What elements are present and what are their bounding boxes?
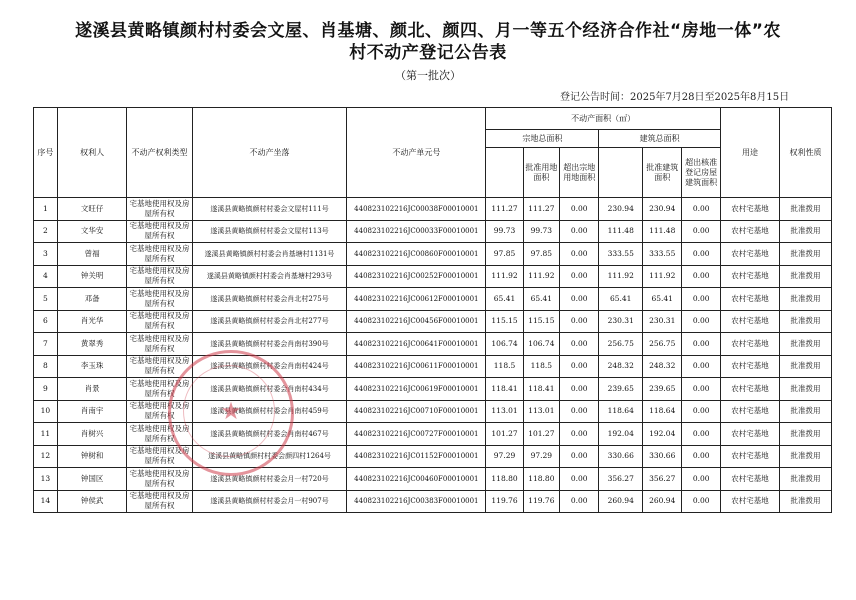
table-row — [34, 490, 832, 513]
cell-usage: 农村宅基地 — [720, 423, 779, 446]
cell-nature: 批准拨用 — [780, 378, 832, 401]
header-owner: 权利人 — [57, 108, 127, 198]
header-building-approved: 批准建筑面积 — [643, 148, 682, 198]
cell-right-type: 宅基地使用权及房屋所有权 — [127, 243, 192, 266]
cell-usage: 农村宅基地 — [720, 355, 779, 378]
cell-location: 遂溪县黄略镇颜村村委会月一村907号 — [192, 490, 347, 513]
table-row — [34, 310, 832, 333]
cell-land-approved: 106.74 — [523, 333, 559, 356]
cell-building-excess: 0.00 — [682, 423, 720, 446]
cell-owner: 肖光华 — [57, 310, 127, 333]
cell-land-total: 118.80 — [486, 468, 523, 491]
header-unit-no: 不动产单元号 — [347, 108, 486, 198]
header-usage: 用途 — [720, 108, 779, 198]
cell-nature: 批准拨用 — [780, 355, 832, 378]
cell-building-approved: 230.31 — [643, 310, 682, 333]
cell-land-approved: 65.41 — [523, 288, 559, 311]
title-line-2: 村不动产登记公告表 — [349, 43, 507, 63]
document-title — [20, 20, 836, 64]
cell-location: 遂溪县黄略镇颜村村委会文屋村113号 — [192, 220, 347, 243]
table-row — [34, 333, 832, 356]
cell-building-total: 111.48 — [599, 220, 643, 243]
cell-land-approved: 111.27 — [523, 198, 559, 221]
cell-owner: 李玉珠 — [57, 355, 127, 378]
cell-right-type: 宅基地使用权及房屋所有权 — [127, 445, 192, 468]
cell-seq: 1 — [34, 198, 58, 221]
cell-seq: 6 — [34, 310, 58, 333]
cell-land-approved: 118.80 — [523, 468, 559, 491]
cell-usage: 农村宅基地 — [720, 445, 779, 468]
table-row — [34, 423, 832, 446]
cell-building-approved: 65.41 — [643, 288, 682, 311]
cell-building-total: 65.41 — [599, 288, 643, 311]
cell-owner: 肖树兴 — [57, 423, 127, 446]
cell-land-excess: 0.00 — [560, 423, 599, 446]
cell-land-approved: 113.01 — [523, 400, 559, 423]
cell-right-type: 宅基地使用权及房屋所有权 — [127, 220, 192, 243]
cell-building-total: 192.04 — [599, 423, 643, 446]
cell-building-excess: 0.00 — [682, 445, 720, 468]
header-land-approved: 批准用地面积 — [523, 148, 559, 198]
cell-nature: 批准拨用 — [780, 423, 832, 446]
cell-nature: 批准拨用 — [780, 198, 832, 221]
cell-land-total: 115.15 — [486, 310, 523, 333]
cell-building-excess: 0.00 — [682, 310, 720, 333]
cell-unit-no: 440823102216JC00033F00010001 — [347, 220, 486, 243]
cell-building-total: 256.75 — [599, 333, 643, 356]
cell-right-type: 宅基地使用权及房屋所有权 — [127, 310, 192, 333]
cell-right-type: 宅基地使用权及房屋所有权 — [127, 288, 192, 311]
cell-nature: 批准拨用 — [780, 490, 832, 513]
cell-usage: 农村宅基地 — [720, 490, 779, 513]
cell-building-excess: 0.00 — [682, 400, 720, 423]
cell-land-approved: 118.5 — [523, 355, 559, 378]
title-line-1: 遂溪县黄略镇颜村村委会文屋、肖基塘、颜北、颜四、月一等五个经济合作社“房地一体”农 — [75, 21, 781, 41]
cell-building-excess: 0.00 — [682, 220, 720, 243]
header-nature: 权利性质 — [780, 108, 832, 198]
cell-land-approved: 99.73 — [523, 220, 559, 243]
cell-land-total: 97.29 — [486, 445, 523, 468]
cell-unit-no: 440823102216JC01152F00010001 — [347, 445, 486, 468]
cell-unit-no: 440823102216JC00710F00010001 — [347, 400, 486, 423]
header-building-excess: 超出核准登记房屋建筑面积 — [682, 148, 720, 198]
cell-building-total: 230.94 — [599, 198, 643, 221]
cell-land-excess: 0.00 — [560, 490, 599, 513]
cell-land-excess: 0.00 — [560, 400, 599, 423]
cell-land-approved: 111.92 — [523, 265, 559, 288]
cell-location: 遂溪县黄略镇颜村村委会肖南村424号 — [192, 355, 347, 378]
cell-nature: 批准拨用 — [780, 243, 832, 266]
cell-nature: 批准拨用 — [780, 400, 832, 423]
cell-land-approved: 101.27 — [523, 423, 559, 446]
cell-building-approved: 111.92 — [643, 265, 682, 288]
cell-land-approved: 97.29 — [523, 445, 559, 468]
table-row — [34, 378, 832, 401]
cell-nature: 批准拨用 — [780, 220, 832, 243]
cell-building-approved: 256.75 — [643, 333, 682, 356]
cell-owner: 钟侯武 — [57, 490, 127, 513]
header-building-group: 建筑总面积 — [599, 130, 720, 148]
cell-nature: 批准拨用 — [780, 468, 832, 491]
cell-building-total: 111.92 — [599, 265, 643, 288]
cell-building-excess: 0.00 — [682, 490, 720, 513]
cell-building-excess: 0.00 — [682, 198, 720, 221]
cell-unit-no: 440823102216JC00383F00010001 — [347, 490, 486, 513]
cell-land-excess: 0.00 — [560, 333, 599, 356]
table-row — [34, 445, 832, 468]
official-seal: ★ — [168, 350, 294, 476]
cell-usage: 农村宅基地 — [720, 198, 779, 221]
cell-building-excess: 0.00 — [682, 333, 720, 356]
cell-right-type: 宅基地使用权及房屋所有权 — [127, 333, 192, 356]
cell-unit-no: 440823102216JC00619F00010001 — [347, 378, 486, 401]
table-row — [34, 288, 832, 311]
cell-land-total: 106.74 — [486, 333, 523, 356]
header-location: 不动产坐落 — [192, 108, 347, 198]
cell-land-excess: 0.00 — [560, 220, 599, 243]
header-area-group: 不动产面积（㎡） — [486, 108, 721, 130]
cell-land-excess: 0.00 — [560, 310, 599, 333]
cell-right-type: 宅基地使用权及房屋所有权 — [127, 490, 192, 513]
cell-owner: 肖南宇 — [57, 400, 127, 423]
cell-building-approved: 356.27 — [643, 468, 682, 491]
cell-seq: 4 — [34, 265, 58, 288]
cell-location: 遂溪县黄略镇颜村村委会肖北村277号 — [192, 310, 347, 333]
table-row — [34, 355, 832, 378]
cell-owner: 黄翠秀 — [57, 333, 127, 356]
header-land-excess: 超出宗地用地面积 — [560, 148, 599, 198]
header-land-group: 宗地总面积 — [486, 130, 599, 148]
cell-seq: 9 — [34, 378, 58, 401]
header-building-total — [599, 148, 643, 198]
cell-usage: 农村宅基地 — [720, 400, 779, 423]
cell-location: 遂溪县黄略镇颜村村委会颜四村1264号 — [192, 445, 347, 468]
header-land-total — [486, 148, 523, 198]
table-row — [34, 198, 832, 221]
cell-right-type: 宅基地使用权及房屋所有权 — [127, 468, 192, 491]
cell-owner: 钟树和 — [57, 445, 127, 468]
cell-usage: 农村宅基地 — [720, 265, 779, 288]
cell-right-type: 宅基地使用权及房屋所有权 — [127, 355, 192, 378]
registration-table — [33, 107, 832, 513]
cell-seq: 8 — [34, 355, 58, 378]
cell-right-type: 宅基地使用权及房屋所有权 — [127, 378, 192, 401]
cell-land-excess: 0.00 — [560, 468, 599, 491]
cell-building-approved: 248.32 — [643, 355, 682, 378]
cell-owner: 文华安 — [57, 220, 127, 243]
cell-location: 遂溪县黄略镇颜村村委会肖南村459号 — [192, 400, 347, 423]
cell-land-excess: 0.00 — [560, 198, 599, 221]
cell-seq: 7 — [34, 333, 58, 356]
cell-usage: 农村宅基地 — [720, 310, 779, 333]
cell-nature: 批准拨用 — [780, 445, 832, 468]
cell-unit-no: 440823102216JC00038F00010001 — [347, 198, 486, 221]
cell-location: 遂溪县黄略镇颜村村委会肖南村434号 — [192, 378, 347, 401]
cell-land-total: 118.5 — [486, 355, 523, 378]
cell-building-total: 248.32 — [599, 355, 643, 378]
table-row — [34, 400, 832, 423]
cell-land-total: 97.85 — [486, 243, 523, 266]
cell-owner: 钟关明 — [57, 265, 127, 288]
cell-unit-no: 440823102216JC00611F00010001 — [347, 355, 486, 378]
cell-building-excess: 0.00 — [682, 288, 720, 311]
cell-location: 遂溪县黄略镇颜村村委会肖南村390号 — [192, 333, 347, 356]
cell-land-approved: 97.85 — [523, 243, 559, 266]
header-seq: 序号 — [34, 108, 58, 198]
table-row — [34, 265, 832, 288]
cell-usage: 农村宅基地 — [720, 378, 779, 401]
cell-seq: 13 — [34, 468, 58, 491]
cell-land-total: 113.01 — [486, 400, 523, 423]
cell-land-approved: 119.76 — [523, 490, 559, 513]
cell-location: 遂溪县黄略镇颜村村委会文屋村111号 — [192, 198, 347, 221]
cell-building-approved: 260.94 — [643, 490, 682, 513]
cell-building-total: 333.55 — [599, 243, 643, 266]
cell-building-total: 330.66 — [599, 445, 643, 468]
cell-land-total: 101.27 — [486, 423, 523, 446]
cell-land-total: 118.41 — [486, 378, 523, 401]
cell-right-type: 宅基地使用权及房屋所有权 — [127, 423, 192, 446]
cell-seq: 10 — [34, 400, 58, 423]
cell-building-approved: 239.65 — [643, 378, 682, 401]
cell-location: 遂溪县黄略镇颜村村委会肖基塘村1131号 — [192, 243, 347, 266]
cell-land-excess: 0.00 — [560, 378, 599, 401]
cell-building-excess: 0.00 — [682, 355, 720, 378]
cell-nature: 批准拨用 — [780, 333, 832, 356]
cell-unit-no: 440823102216JC00456F00010001 — [347, 310, 486, 333]
cell-building-excess: 0.00 — [682, 378, 720, 401]
cell-unit-no: 440823102216JC00612F00010001 — [347, 288, 486, 311]
cell-building-approved: 192.04 — [643, 423, 682, 446]
cell-usage: 农村宅基地 — [720, 468, 779, 491]
table-row — [34, 243, 832, 266]
cell-right-type: 宅基地使用权及房屋所有权 — [127, 198, 192, 221]
cell-building-total: 230.31 — [599, 310, 643, 333]
cell-building-excess: 0.00 — [682, 243, 720, 266]
cell-building-total: 260.94 — [599, 490, 643, 513]
cell-location: 遂溪县黄略镇颜村村委会月一村720号 — [192, 468, 347, 491]
cell-unit-no: 440823102216JC00641F00010001 — [347, 333, 486, 356]
cell-building-excess: 0.00 — [682, 265, 720, 288]
cell-usage: 农村宅基地 — [720, 333, 779, 356]
cell-owner: 钟国区 — [57, 468, 127, 491]
cell-unit-no: 440823102216JC00727F00010001 — [347, 423, 486, 446]
cell-land-total: 119.76 — [486, 490, 523, 513]
cell-land-total: 65.41 — [486, 288, 523, 311]
cell-seq: 11 — [34, 423, 58, 446]
cell-building-approved: 333.55 — [643, 243, 682, 266]
cell-unit-no: 440823102216JC00860F00010001 — [347, 243, 486, 266]
cell-seq: 14 — [34, 490, 58, 513]
cell-building-approved: 111.48 — [643, 220, 682, 243]
cell-building-approved: 230.94 — [643, 198, 682, 221]
cell-land-approved: 115.15 — [523, 310, 559, 333]
cell-land-excess: 0.00 — [560, 265, 599, 288]
cell-building-approved: 118.64 — [643, 400, 682, 423]
cell-nature: 批准拨用 — [780, 265, 832, 288]
table-row — [34, 220, 832, 243]
cell-land-excess: 0.00 — [560, 288, 599, 311]
cell-land-total: 111.27 — [486, 198, 523, 221]
cell-land-excess: 0.00 — [560, 445, 599, 468]
batch-subtitle: （第一批次） — [395, 69, 461, 82]
cell-building-total: 239.65 — [599, 378, 643, 401]
header-right-type: 不动产权利类型 — [127, 108, 192, 198]
cell-location: 遂溪县黄略镇颜村村委会肖北村275号 — [192, 288, 347, 311]
cell-land-total: 111.92 — [486, 265, 523, 288]
cell-building-total: 118.64 — [599, 400, 643, 423]
cell-building-excess: 0.00 — [682, 468, 720, 491]
table-row — [34, 468, 832, 491]
cell-location: 遂溪县黄略镇颜村村委会肖南村467号 — [192, 423, 347, 446]
cell-owner: 肖景 — [57, 378, 127, 401]
cell-owner: 邓备 — [57, 288, 127, 311]
cell-seq: 12 — [34, 445, 58, 468]
cell-seq: 2 — [34, 220, 58, 243]
cell-land-excess: 0.00 — [560, 355, 599, 378]
cell-land-total: 99.73 — [486, 220, 523, 243]
cell-usage: 农村宅基地 — [720, 220, 779, 243]
cell-right-type: 宅基地使用权及房屋所有权 — [127, 400, 192, 423]
cell-seq: 5 — [34, 288, 58, 311]
announcement-period: 登记公告时间：2025年7月28日至2025年8月15日 — [560, 92, 790, 103]
cell-land-approved: 118.41 — [523, 378, 559, 401]
cell-land-excess: 0.00 — [560, 243, 599, 266]
cell-right-type: 宅基地使用权及房屋所有权 — [127, 265, 192, 288]
cell-owner: 文旺仔 — [57, 198, 127, 221]
cell-usage: 农村宅基地 — [720, 288, 779, 311]
cell-unit-no: 440823102216JC00460F00010001 — [347, 468, 486, 491]
cell-unit-no: 440823102216JC00252F00010001 — [347, 265, 486, 288]
cell-owner: 曾福 — [57, 243, 127, 266]
cell-nature: 批准拨用 — [780, 310, 832, 333]
cell-location: 遂溪县黄略镇颜村村委会肖基塘村293号 — [192, 265, 347, 288]
cell-nature: 批准拨用 — [780, 288, 832, 311]
cell-seq: 3 — [34, 243, 58, 266]
cell-building-total: 356.27 — [599, 468, 643, 491]
cell-usage: 农村宅基地 — [720, 243, 779, 266]
cell-building-approved: 330.66 — [643, 445, 682, 468]
